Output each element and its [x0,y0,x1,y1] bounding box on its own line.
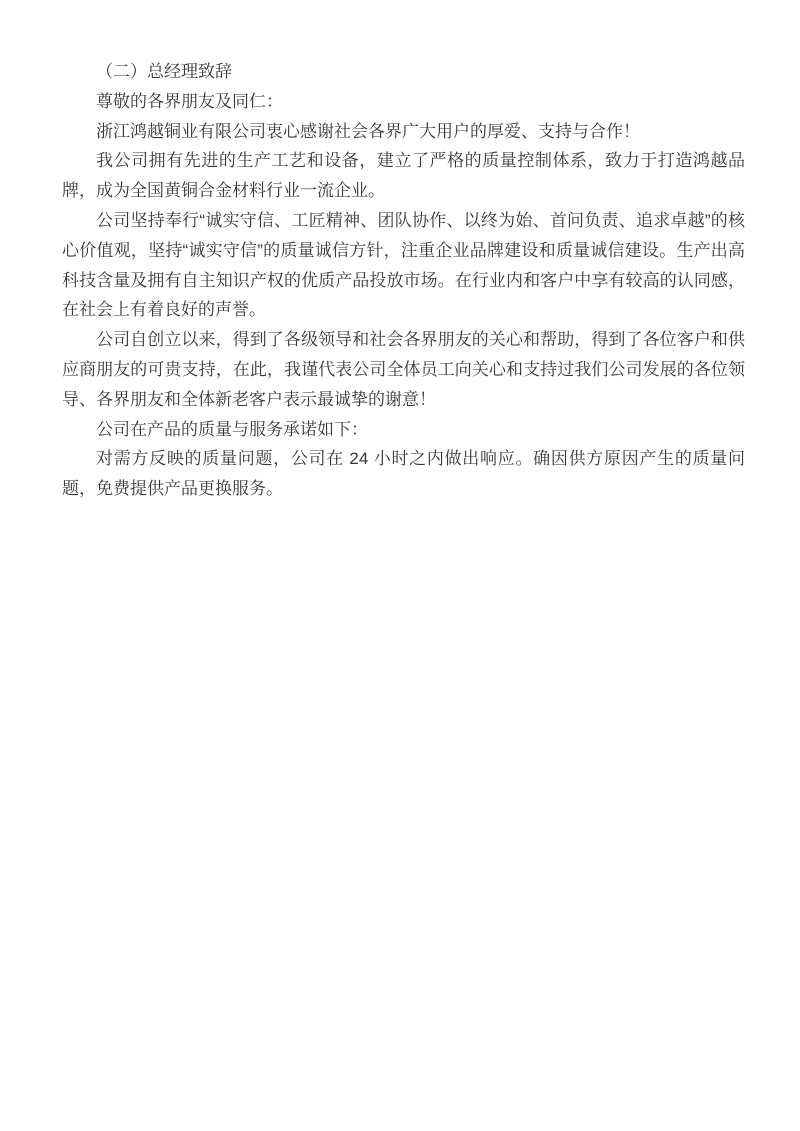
paragraph-thanks: 浙江鸿越铜业有限公司衷心感谢社会各界广大用户的厚爱、支持与合作！ [96,121,640,141]
paragraph-service-promise: 对需方反映的质量问题，公司在 24 小时之内做出响应。确因供方原因产生的质量问题，免费提供产品更换服务。 [62,449,745,499]
paragraph-promise-intro: 公司在产品的质量与服务承诺如下： [96,419,368,439]
paragraph-core-values: 公司坚持奉行“诚实守信、工匠精神、团队协作、以终为始、首问负责、追求卓越”的核心价值观，坚持“诚实守信”的质量诚信方针，注重企业品牌建设和质量诚信建设。生产出高科技含量及拥有自主知识产权的优质产品投放市场。在行业内和客户中享有较高的认同感，在社会上有着良好的声誉。 [62,210,745,320]
document-body [62,57,745,504]
paragraph-gratitude: 公司自创立以来，得到了各级领导和社会各界朋友的关心和帮助，得到了各位客户和供应商朋友的可贵支持，在此，我谨代表公司全体员工向关心和支持过我们公司发展的各位领导、各界朋友和全体新老客户表示最诚挚的谢意！ [62,330,745,409]
paragraph-salutation: 尊敬的各界朋友及同仁： [96,91,283,111]
section-heading: （二）总经理致辞 [96,62,232,81]
paragraph-company-strength: 我公司拥有先进的生产工艺和设备，建立了严格的质量控制体系，致力于打造鸿越品牌，成为全国黄铜合金材料行业一流企业。 [62,151,745,201]
